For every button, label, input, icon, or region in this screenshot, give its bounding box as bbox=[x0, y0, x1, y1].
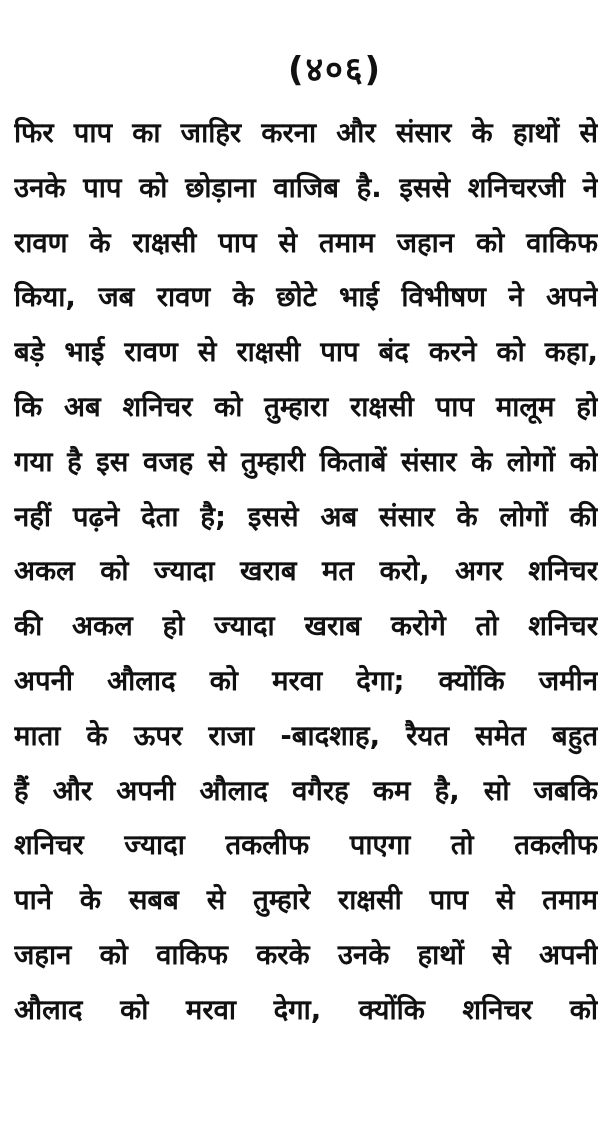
page-number: (४०६) bbox=[287, 50, 383, 90]
body-text bbox=[14, 106, 598, 1038]
text-line: उनके पाप को छोड़ाना वाजिब है. इससे शनिचरजी ने bbox=[14, 171, 598, 204]
text-line: नहीं पढ़ने देता है; इससे अब संसार के लोगों की bbox=[14, 500, 598, 533]
text-line: बड़े भाई रावण से राक्षसी पाप बंद करने को कहा, bbox=[14, 336, 598, 369]
text-line: पाने के सबब से तुम्हारे राक्षसी पाप से तमाम bbox=[14, 884, 598, 917]
text-line: औलाद को मरवा देगा, क्योंकि शनिचर को bbox=[14, 993, 598, 1026]
text-line: गया है इस वजह से तुम्हारी किताबें संसार के लोगों को bbox=[14, 445, 598, 478]
text-line: फिर पाप का जाहिर करना और संसार के हाथों से bbox=[14, 117, 598, 149]
text-line: किया, जब रावण के छोटे भाई विभीषण ने अपने bbox=[14, 281, 598, 314]
text-line: अपनी औलाद को मरवा देगा; क्योंकि जमीन bbox=[14, 664, 598, 697]
text-line: जहान को वाकिफ करके उनके हाथों से अपनी bbox=[14, 938, 598, 971]
text-line: कि अब शनिचर को तुम्हारा राक्षसी पाप मालूम हो bbox=[14, 390, 598, 423]
text-line: माता के ऊपर राजा -बादशाह, रैयत समेत बहुत bbox=[14, 719, 598, 752]
text-line: शनिचर ज्यादा तकलीफ पाएगा तो तकलीफ bbox=[14, 829, 598, 862]
text-line: की अकल हो ज्यादा खराब करोगे तो शनिचर bbox=[14, 610, 598, 643]
text-line: अकल को ज्यादा खराब मत करो, अगर शनिचर bbox=[14, 555, 598, 588]
text-line: रावण के राक्षसी पाप से तमाम जहान को वाकिफ bbox=[14, 226, 598, 259]
text-line: हैं और अपनी औलाद वगैरह कम है, सो जबकि bbox=[14, 774, 598, 807]
